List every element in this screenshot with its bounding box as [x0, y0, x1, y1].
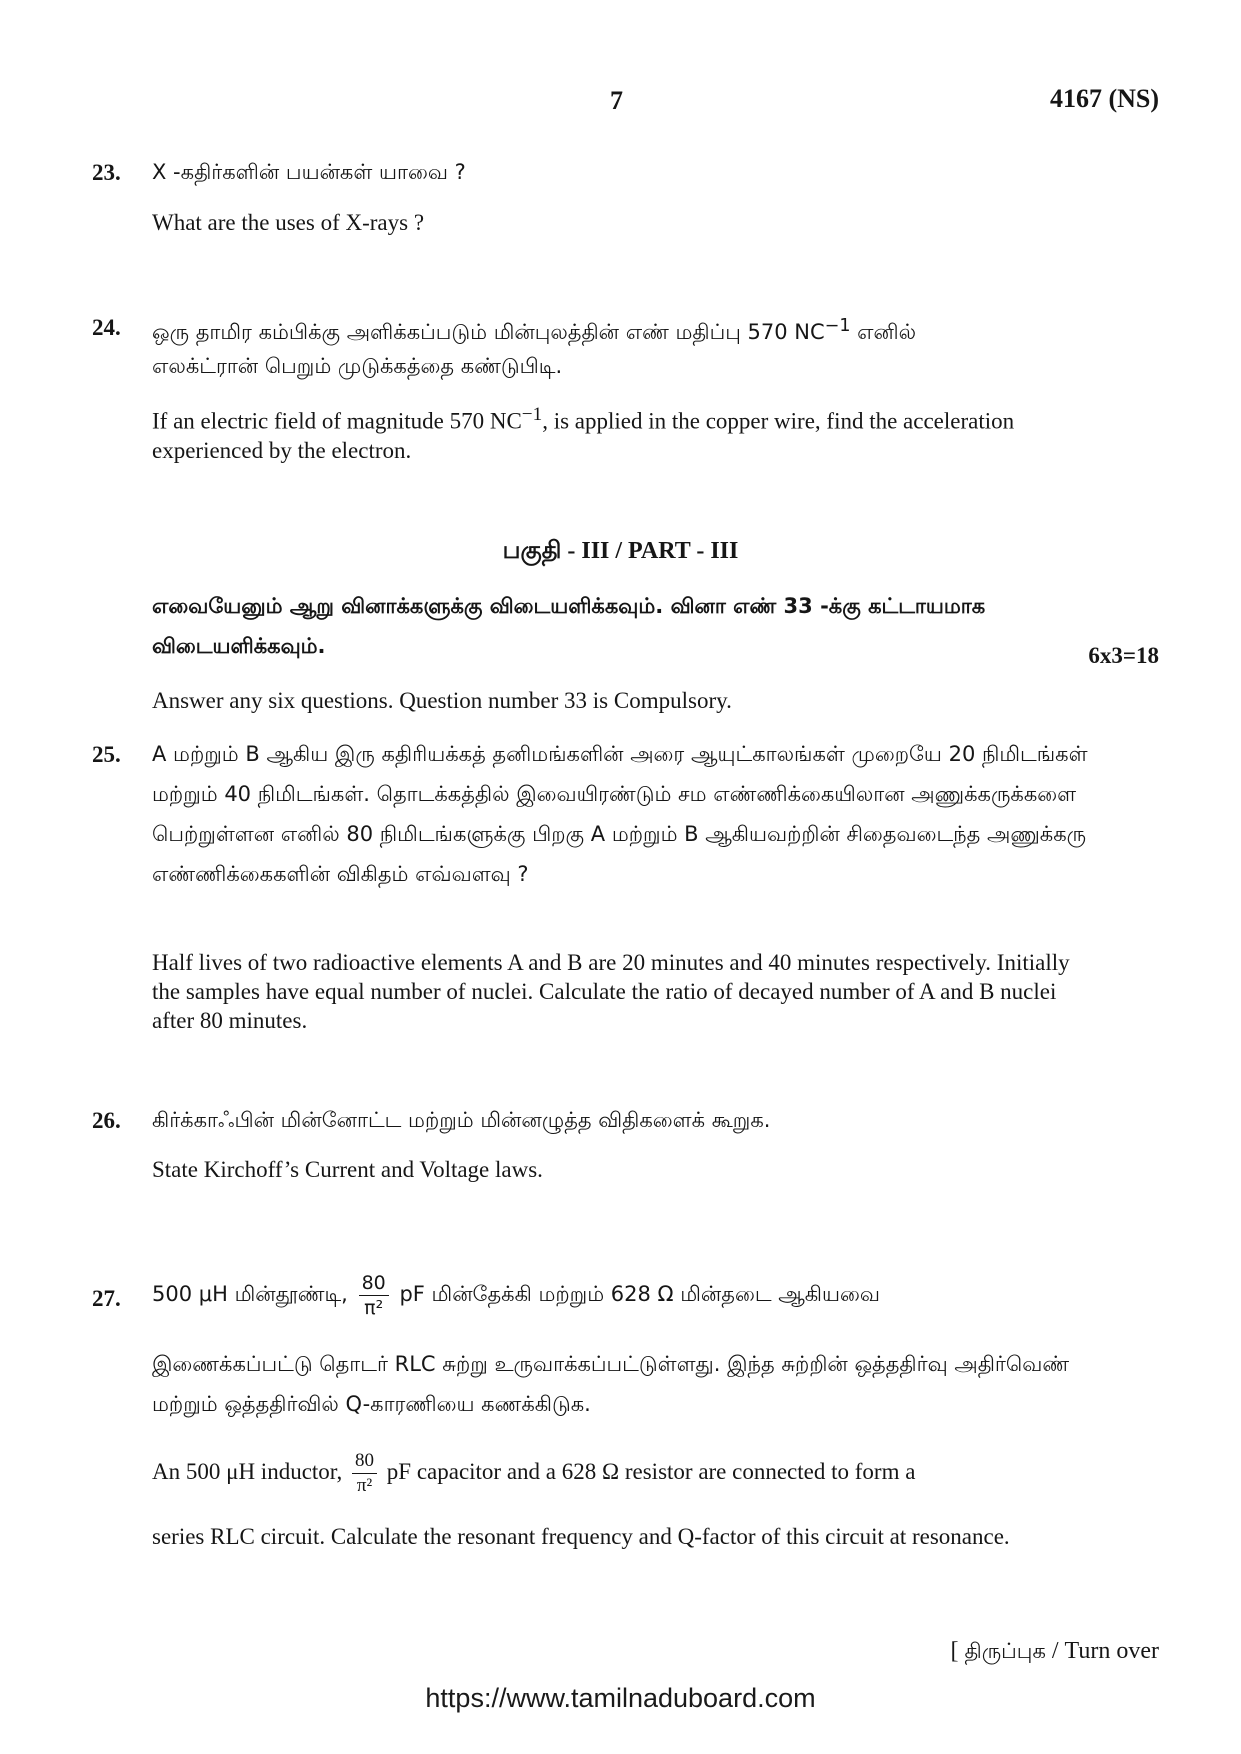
question-number-26: 26.: [92, 1108, 121, 1133]
q27-english-frac-den: π²: [356, 1475, 373, 1497]
q24-tamil-superscript: −1: [824, 316, 851, 336]
q27-tamil-frac-den: π²: [364, 1296, 384, 1319]
q27-tamil-frac-num: 80: [359, 1271, 389, 1296]
q27-tamil: [152, 1266, 1092, 1322]
page-number: 7: [610, 86, 623, 115]
q27-english-line2: series RLC circuit. Calculate the resonant frequency and Q-factor of this circuit at resonance.: [152, 1524, 1010, 1549]
q24-tamil-line2: எலக்ட்ரான் பெறும் முடுக்கத்தை கண்டுபிடி.: [152, 354, 563, 378]
turn-separator: /: [1045, 1638, 1065, 1664]
q24-english-superscript: −1: [521, 404, 543, 425]
turn-bracket: [: [950, 1638, 959, 1664]
q27-english-fraction: [352, 1449, 377, 1498]
q23-english: What are the uses of X-rays ?: [152, 210, 425, 235]
q26-english: State Kirchoff’s Current and Voltage laws.: [152, 1157, 543, 1182]
part-title: பகுதி - III / PART - III: [502, 538, 739, 564]
q24-english: [152, 400, 1092, 465]
q24-english-text-1: If an electric field of magnitude 570 NC: [152, 408, 522, 434]
question-number-24: 24.: [92, 315, 121, 340]
turn-over-note: [951, 1638, 1159, 1666]
q27-tamil-line2: இணைக்கப்பட்டு தொடர் RLC சுற்று உருவாக்கப்பட்டுள்ளது. இந்த சுற்றின் ஒத்ததிர்வு அதிர்வெண் மற்றும் ஒத்ததிர்வில் Q-காரணியை கணக்கிடுக.: [152, 1352, 1070, 1416]
question-number-23: 23.: [92, 160, 121, 185]
turn-english: Turn over: [1064, 1638, 1159, 1664]
q27-tamil-post: pF மின்தேக்கி மற்றும் 628 Ω மின்தடை ஆகியவை: [399, 1282, 880, 1306]
q24-tamil-text-2: எனில்: [850, 320, 917, 344]
paper-code: 4167 (NS): [1049, 84, 1159, 113]
q27-english: [152, 1444, 1092, 1500]
q27-tamil-fraction: [359, 1271, 389, 1320]
q24-tamil-text-1: ஒரு தாமிர கம்பிக்கு அளிக்கப்படும் மின்புலத்தின் எண் மதிப்பு 570 NC: [152, 320, 825, 344]
q24-english-text-2: , is applied in the copper wire, find the acceleration experienced by the electron.: [152, 408, 1015, 463]
question-number-25: 25.: [92, 742, 121, 767]
part-marks: 6x3=18: [1088, 643, 1159, 668]
turn-tamil: திருப்புக: [964, 1639, 1046, 1663]
part-instruction-english: Answer any six questions. Question number 33 is Compulsory.: [152, 688, 732, 713]
q25-english: Half lives of two radioactive elements A and B are 20 minutes and 40 minutes respectively. Initially the samples have equal number of nuclei. Calculate the ratio of decayed number of A and B nuclei after 80 minutes.: [152, 950, 1070, 1033]
q26-tamil: கிர்க்காஃபின் மின்னோட்ட மற்றும் மின்னழுத்த விதிகளைக் கூறுக.: [152, 1108, 771, 1132]
q27-english-post: pF capacitor and a 628 Ω resistor are connected to form a: [386, 1459, 916, 1484]
part-instruction-tamil: எவையேனும் ஆறு வினாக்களுக்கு விடையளிக்கவும். வினா எண் 33 -க்கு கட்டாயமாக விடையளிக்கவும்.: [152, 594, 986, 658]
q27-english-pre: An 500 μH inductor,: [152, 1459, 343, 1484]
q27-tamil-pre: 500 μH மின்தூண்டி,: [152, 1282, 348, 1306]
question-number-27: 27.: [92, 1286, 121, 1311]
q23-tamil: X -கதிர்களின் பயன்கள் யாவை ?: [152, 160, 466, 184]
q27-english-frac-num: 80: [352, 1449, 377, 1474]
q25-tamil: A மற்றும் B ஆகிய இரு கதிரியக்கத் தனிமங்களின் அரை ஆயுட்காலங்கள் முறையே 20 நிமிடங்கள் மற்றும் 40 நிமிடங்கள். தொடக்கத்தில் இவையிரண்டும் சம எண்ணிக்கையிலான அணுக்கருக்களை பெற்றுள்ளன எனில் 80 நிமிடங்களுக்கு பிறகு A மற்றும் B ஆகியவற்றின் சிதைவடைந்த அணுக்கரு எண்ணிக்கைகளின் விகிதம் எவ்வளவு ?: [152, 742, 1088, 886]
source-url: https://www.tamilnaduboard.com: [425, 1683, 816, 1713]
